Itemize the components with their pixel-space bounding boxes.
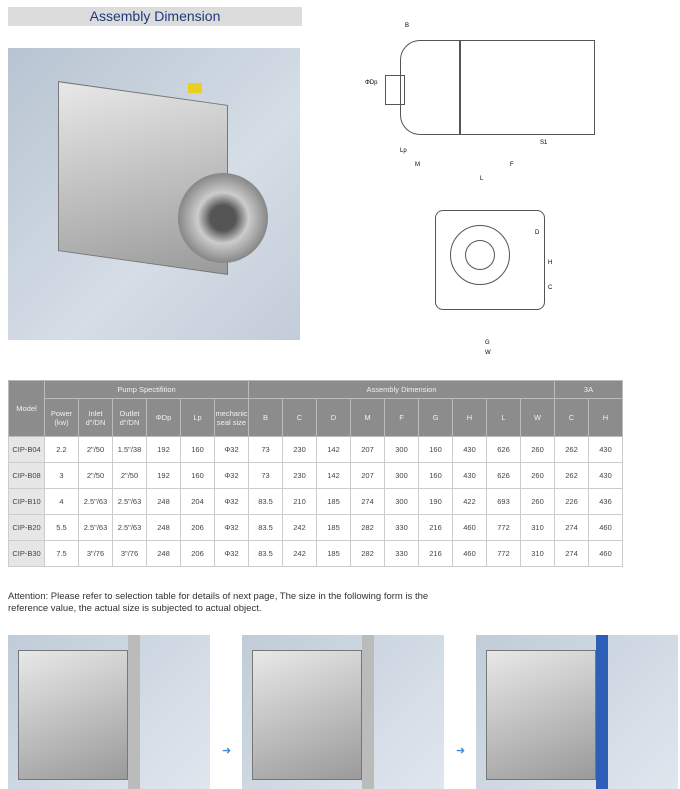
value-cell: 430 [589, 463, 623, 489]
value-cell: 2.5"/63 [79, 515, 113, 541]
value-cell: 772 [487, 515, 521, 541]
value-cell: 300 [385, 463, 419, 489]
value-cell: 242 [283, 515, 317, 541]
value-cell: 330 [385, 541, 419, 567]
value-cell: 460 [453, 541, 487, 567]
header-pump-spec: Pump Spectifition [45, 381, 249, 399]
value-cell: 192 [147, 437, 181, 463]
column-header: H [589, 399, 623, 437]
dim-label-f: F [510, 162, 514, 168]
value-cell: 1.5"/38 [113, 437, 147, 463]
value-cell: 274 [351, 489, 385, 515]
dim-label-d: D [535, 230, 540, 236]
pump-volute [178, 173, 268, 263]
value-cell: 142 [317, 437, 351, 463]
value-cell: 83.5 [249, 515, 283, 541]
value-cell: 274 [555, 541, 589, 567]
model-cell: CIP-B30 [9, 541, 45, 567]
dimension-table [8, 380, 623, 567]
pump-photo [8, 48, 300, 340]
value-cell: 248 [147, 541, 181, 567]
value-cell: 626 [487, 463, 521, 489]
column-header: G [419, 399, 453, 437]
column-header: B [249, 399, 283, 437]
header-assembly: Assembly Dimension [249, 381, 555, 399]
column-header: Lp [181, 399, 215, 437]
column-header: mechanic seal size [215, 399, 249, 437]
column-header: M [351, 399, 385, 437]
value-cell: 2.5"/63 [79, 489, 113, 515]
value-cell: 436 [589, 489, 623, 515]
value-cell: 693 [487, 489, 521, 515]
dim-label-b: B [405, 23, 410, 29]
value-cell: 216 [419, 541, 453, 567]
table-row [9, 437, 623, 463]
value-cell: 626 [487, 437, 521, 463]
value-cell: 206 [181, 515, 215, 541]
value-cell: 2.5"/63 [113, 515, 147, 541]
value-cell: 185 [317, 541, 351, 567]
dim-label-h: H [548, 260, 553, 266]
value-cell: 2"/50 [79, 463, 113, 489]
next-arrow-icon: ➜ [456, 745, 466, 757]
value-cell: 230 [283, 463, 317, 489]
column-header: D [317, 399, 351, 437]
value-cell: 274 [555, 515, 589, 541]
table-row [9, 489, 623, 515]
value-cell: 207 [351, 463, 385, 489]
value-cell: 204 [181, 489, 215, 515]
value-cell: 185 [317, 489, 351, 515]
header-model: Model [9, 381, 45, 437]
value-cell: 430 [453, 463, 487, 489]
value-cell: 4 [45, 489, 79, 515]
dim-label-m: M [415, 162, 420, 168]
table-row [9, 463, 623, 489]
dim-label-l: L [480, 176, 484, 182]
column-header: L [487, 399, 521, 437]
dim-label-dp: ΦDp [365, 80, 378, 86]
dim-label-c: C [548, 285, 553, 291]
value-cell: 160 [419, 437, 453, 463]
value-cell: Φ32 [215, 489, 249, 515]
model-cell: CIP-B10 [9, 489, 45, 515]
value-cell: 772 [487, 541, 521, 567]
value-cell: 7.5 [45, 541, 79, 567]
value-cell: 242 [283, 541, 317, 567]
column-header: Power (kw) [45, 399, 79, 437]
value-cell: 248 [147, 489, 181, 515]
value-cell: 260 [521, 463, 555, 489]
model-cell: CIP-B04 [9, 437, 45, 463]
value-cell: 226 [555, 489, 589, 515]
value-cell: 422 [453, 489, 487, 515]
value-cell: 262 [555, 463, 589, 489]
value-cell: 192 [147, 463, 181, 489]
value-cell: 430 [453, 437, 487, 463]
value-cell: 230 [283, 437, 317, 463]
value-cell: 460 [589, 541, 623, 567]
value-cell: 207 [351, 437, 385, 463]
value-cell: 300 [385, 489, 419, 515]
value-cell: 248 [147, 515, 181, 541]
value-cell: 160 [419, 463, 453, 489]
value-cell: 3"/76 [113, 541, 147, 567]
value-cell: 83.5 [249, 489, 283, 515]
value-cell: 142 [317, 463, 351, 489]
model-cell: CIP-B08 [9, 463, 45, 489]
column-header: W [521, 399, 555, 437]
value-cell: 310 [521, 541, 555, 567]
table-row [9, 515, 623, 541]
value-cell: 190 [419, 489, 453, 515]
value-cell: Φ32 [215, 437, 249, 463]
value-cell: 73 [249, 463, 283, 489]
value-cell: 260 [521, 437, 555, 463]
value-cell: 73 [249, 437, 283, 463]
value-cell: 330 [385, 515, 419, 541]
column-header: F [385, 399, 419, 437]
value-cell: 260 [521, 489, 555, 515]
column-header: ΦDp [147, 399, 181, 437]
value-cell: 2.5"/63 [113, 489, 147, 515]
column-header: C [555, 399, 589, 437]
value-cell: 210 [283, 489, 317, 515]
value-cell: 460 [589, 515, 623, 541]
value-cell: 310 [521, 515, 555, 541]
value-cell: 160 [181, 463, 215, 489]
side-view-drawing [360, 20, 610, 190]
front-view-drawing [425, 200, 555, 360]
header-3a: 3A [555, 381, 623, 399]
value-cell: 3 [45, 463, 79, 489]
value-cell: 160 [181, 437, 215, 463]
model-cell: CIP-B20 [9, 515, 45, 541]
warning-label [188, 83, 202, 93]
value-cell: 300 [385, 437, 419, 463]
column-header: C [283, 399, 317, 437]
next-arrow-icon: ➜ [222, 745, 232, 757]
value-cell: 206 [181, 541, 215, 567]
install-step-2-photo [242, 635, 444, 789]
value-cell: 185 [317, 515, 351, 541]
value-cell: 430 [589, 437, 623, 463]
dim-label-g: G [485, 340, 490, 346]
table-row [9, 541, 623, 567]
value-cell: 2"/50 [113, 463, 147, 489]
value-cell: 5.5 [45, 515, 79, 541]
value-cell: Φ32 [215, 541, 249, 567]
column-header: H [453, 399, 487, 437]
value-cell: 282 [351, 515, 385, 541]
attention-note: Attention: Please refer to selection table for details of next page, The size in the following form is the reference value, the actual size is subjected to actual object. [8, 591, 429, 614]
value-cell: 282 [351, 541, 385, 567]
install-step-3-photo [476, 635, 678, 789]
value-cell: 460 [453, 515, 487, 541]
value-cell: Φ32 [215, 515, 249, 541]
value-cell: 83.5 [249, 541, 283, 567]
section-title: Assembly Dimension [8, 7, 302, 26]
dim-label-w: W [485, 350, 491, 356]
value-cell: Φ32 [215, 463, 249, 489]
value-cell: 2"/50 [79, 437, 113, 463]
value-cell: 3"/76 [79, 541, 113, 567]
install-step-1-photo [8, 635, 210, 789]
dim-label-s1: S1 [540, 140, 548, 146]
column-header: Inlet d"/DN [79, 399, 113, 437]
dim-label-lp: Lp [400, 148, 407, 154]
value-cell: 262 [555, 437, 589, 463]
value-cell: 216 [419, 515, 453, 541]
column-header: Outlet d"/DN [113, 399, 147, 437]
value-cell: 2.2 [45, 437, 79, 463]
